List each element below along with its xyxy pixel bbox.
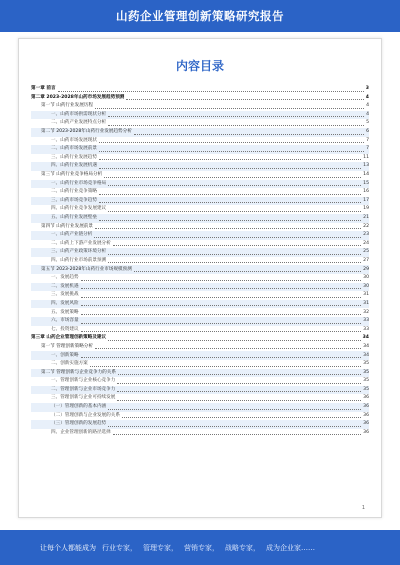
toc-leader-dots [122, 416, 361, 418]
toc-entry[interactable] [31, 394, 369, 403]
toc-leader-dots [90, 365, 361, 367]
toc-entry-label: （二）管理创新与企业发展的关系 [51, 412, 120, 418]
toc-leader-dots [108, 339, 360, 341]
toc-entry[interactable] [31, 377, 369, 386]
toc-entry[interactable] [31, 343, 369, 352]
toc-entry-label: 第一节 管理创新策略分析 [41, 343, 93, 349]
toc-entry-label: （三）管理创新的发展趋势 [51, 421, 107, 427]
toc-entry-label: 四、山药行业发展机遇 [51, 163, 97, 169]
footer-tag: 管理专家， [143, 543, 178, 552]
toc-entry[interactable] [31, 283, 369, 292]
toc-entry[interactable] [31, 94, 369, 103]
toc-entry-page: 33 [363, 318, 369, 324]
toc-entry[interactable] [31, 119, 369, 128]
toc-entry[interactable] [31, 300, 369, 309]
toc-entry-label: 三、管理创新与企业可持续发展 [51, 395, 116, 401]
toc-leader-dots [81, 296, 362, 298]
toc-entry-page: 32 [363, 309, 369, 315]
toc-entry[interactable] [31, 111, 369, 120]
toc-entry-page: 7 [366, 137, 369, 143]
toc-entry-label: 三、山药产业政策环境分析 [51, 249, 107, 255]
toc-entry-page: 27 [363, 257, 369, 263]
toc-entry[interactable] [31, 308, 369, 317]
toc-entry-page: 31 [363, 292, 369, 298]
toc-leader-dots [117, 382, 361, 384]
toc-entry-page: 23 [363, 232, 369, 238]
toc-leader-dots [118, 373, 361, 375]
toc-leader-dots [117, 399, 361, 401]
toc-entry-label: 第二节 管理创新与企业竞争力的关系 [41, 369, 116, 375]
toc-entry-label: 一、创新策略 [51, 352, 79, 358]
toc-entry-label: 三、发展挑战 [51, 292, 79, 298]
toc-leader-dots [81, 313, 362, 315]
toc-entry-page: 34 [362, 335, 369, 341]
toc-entry[interactable] [31, 420, 369, 429]
toc-entry[interactable] [31, 403, 369, 412]
toc-leader-dots [94, 236, 361, 238]
toc-entry-label: 一、山药产业链分析 [51, 232, 93, 238]
toc-entry[interactable] [31, 240, 369, 249]
toc-leader-dots [95, 227, 361, 229]
toc-entry[interactable] [31, 291, 369, 300]
toc-leader-dots [108, 115, 364, 117]
toc-entry-label: 七、投资建议 [51, 326, 79, 332]
toc-entry[interactable] [31, 205, 369, 214]
footer-lead: 让每个人都能成为 [40, 543, 96, 552]
toc-entry-page: 35 [363, 369, 369, 375]
toc-leader-dots [81, 279, 362, 281]
toc-entry-label: 第二节 2023-2028年山药行业发展趋势分析 [41, 129, 132, 135]
toc-leader-dots [99, 167, 361, 169]
toc-leader-dots [108, 124, 364, 126]
toc-entry[interactable] [31, 197, 369, 206]
toc-entry[interactable] [31, 326, 369, 335]
toc-entry-page: 29 [363, 266, 369, 272]
report-title: 山药企业管理创新策略研究报告 [116, 9, 284, 23]
toc-entry[interactable] [31, 214, 369, 223]
toc-entry[interactable] [31, 386, 369, 395]
document-page [18, 38, 382, 518]
toc-leader-dots [108, 408, 361, 410]
toc-leader-dots [81, 304, 362, 306]
toc-entry[interactable] [31, 171, 369, 180]
toc-leader-dots [108, 261, 361, 263]
toc-entry-label: 二、发展机遇 [51, 283, 79, 289]
toc-entry-label: 三、山药市场竞争趋势 [51, 197, 97, 203]
toc-entry-label: 四、发展风险 [51, 300, 79, 306]
toc-entry-page: 16 [363, 189, 369, 195]
footer-tag: 战略专家， [225, 543, 260, 552]
toc-entry[interactable] [31, 188, 369, 197]
toc-entry-label: 二、管理创新与企业市场竞争力 [51, 386, 116, 392]
toc-leader-dots [81, 287, 362, 289]
toc-leader-dots [126, 98, 363, 100]
toc-entry-label: 一、山药市场发展现状 [51, 137, 97, 143]
toc-entry[interactable] [31, 369, 369, 378]
toc-entry-page: 3 [365, 86, 369, 92]
toc-entry[interactable] [31, 257, 369, 266]
toc-entry-page: 31 [363, 300, 369, 306]
toc-leader-dots [95, 107, 364, 109]
toc-leader-dots [95, 347, 361, 349]
toc-entry-page: 22 [363, 223, 369, 229]
toc-entry[interactable] [31, 360, 369, 369]
toc-entry[interactable] [31, 351, 369, 360]
toc-entry-page: 4 [366, 111, 369, 117]
toc-leader-dots [81, 330, 362, 332]
toc-entry-label: 第一章 前言 [31, 86, 56, 92]
toc-entry-page: 35 [363, 361, 369, 367]
toc-entry-page: 33 [363, 326, 369, 332]
toc-entry-label: 一、发展趋势 [51, 275, 79, 281]
toc-entry[interactable] [31, 102, 369, 111]
toc-entry[interactable] [31, 334, 369, 343]
toc-entry-label: 第三章 山药企业管理创新策略及建议 [31, 335, 107, 341]
toc-leader-dots [108, 425, 361, 427]
toc-entry-page: 30 [363, 275, 369, 281]
toc-entry[interactable] [31, 180, 369, 189]
toc-entry-label: 五、发展策略 [51, 309, 79, 315]
toc-leader-dots [81, 322, 362, 324]
toc-entry-label: 五、山药行业发展壁垒 [51, 215, 97, 220]
toc-entry-page: 19 [363, 206, 369, 212]
toc-leader-dots [113, 433, 361, 435]
toc-entry-label: 四、山药行业竞争发展建议 [51, 206, 107, 212]
toc-entry-label: 四、山药行业市场前景预测 [51, 257, 107, 263]
toc-leader-dots [99, 158, 361, 160]
toc-entry-page: 36 [363, 395, 369, 401]
toc-entry-label: 二、山药上下游产业发展分析 [51, 240, 111, 246]
toc-leader-dots [108, 210, 361, 212]
toc-entry-label: 二、山药行业竞争策略 [51, 189, 97, 195]
toc-entry-label: 第五节 2023-2028年山药行业市场规模预测 [41, 266, 132, 272]
toc-entry-page: 36 [363, 404, 369, 410]
toc-leader-dots [81, 356, 362, 358]
toc-entry-page: 25 [363, 249, 369, 255]
header-bar [0, 0, 400, 32]
toc-leader-dots [99, 141, 364, 143]
toc-entry-page: 35 [363, 378, 369, 384]
toc-entry[interactable] [31, 274, 369, 283]
toc-leader-dots [113, 244, 361, 246]
footer-tag: 行业专家， [102, 543, 137, 552]
toc-entry-page: 4 [365, 94, 369, 100]
page-number: 1 [361, 505, 365, 511]
toc-entry[interactable] [31, 137, 369, 146]
toc-entry[interactable] [31, 85, 369, 94]
toc-entry-page: 13 [363, 163, 369, 169]
footer-bar [0, 530, 400, 565]
toc-leader-dots [108, 253, 361, 255]
toc-entry-page: 36 [363, 429, 369, 435]
toc-entry-label: 第三节 山药行业竞争格局分析 [41, 172, 103, 178]
footer-tag: 营销专家， [184, 543, 219, 552]
toc-entry-label: 六、市场容量 [51, 318, 79, 324]
footer-tag: 成为企业家…… [266, 543, 315, 552]
toc-leader-dots [104, 176, 361, 178]
toc-leader-dots [134, 133, 364, 135]
toc-leader-dots [134, 270, 361, 272]
toc-entry[interactable] [31, 154, 369, 163]
toc-entry-page: 35 [363, 386, 369, 392]
toc-entry-page: 4 [366, 103, 369, 109]
toc-entry-page: 24 [363, 240, 369, 246]
toc-entry-label: 二、创新实施方案 [51, 361, 88, 367]
table-of-contents [31, 85, 369, 437]
toc-leader-dots [99, 150, 364, 152]
toc-entry-label: 第四节 山药行业发展前景 [41, 223, 93, 229]
toc-heading: 内容目录 [175, 59, 224, 73]
toc-entry[interactable] [31, 162, 369, 171]
toc-entry-page: 15 [363, 180, 369, 186]
toc-entry-label: （一）管理创新的基本内涵 [51, 404, 107, 410]
toc-entry-page: 14 [363, 172, 369, 178]
toc-entry-page: 17 [363, 197, 369, 203]
toc-entry-label: 一、管理创新与企业核心竞争力 [51, 378, 116, 384]
toc-entry-label: 四、企业管理创新的路径选择 [51, 429, 111, 435]
toc-entry[interactable] [31, 231, 369, 240]
toc-entry-label: 一、山药市场供需现状分析 [51, 111, 107, 117]
toc-leader-dots [58, 90, 364, 92]
toc-entry-label: 第二章 2023-2028年山药市场发展趋势预测 [31, 94, 125, 100]
toc-entry[interactable] [31, 223, 369, 232]
toc-entry-label: 二、山药产业发展特点分析 [51, 120, 107, 126]
toc-entry-page: 6 [366, 129, 369, 135]
toc-entry-page: 5 [366, 120, 369, 126]
toc-entry[interactable] [31, 128, 369, 137]
toc-entry-label: 三、山药行业发展趋势 [51, 154, 97, 160]
toc-entry-page: 34 [363, 352, 369, 358]
toc-entry[interactable] [31, 429, 369, 438]
toc-leader-dots [108, 184, 361, 186]
toc-entry[interactable] [31, 317, 369, 326]
toc-leader-dots [99, 193, 361, 195]
toc-entry-page: 11 [363, 154, 369, 160]
toc-entry-label: 一、山药行业市场竞争格局 [51, 180, 107, 186]
toc-entry-label: 第一节 山药行业发展历程 [41, 103, 93, 109]
toc-entry-page: 34 [363, 343, 369, 349]
toc-entry[interactable] [31, 145, 369, 154]
toc-entry-page: 21 [363, 215, 369, 220]
toc-entry-page: 30 [363, 283, 369, 289]
toc-entry[interactable] [31, 265, 369, 274]
toc-leader-dots [99, 219, 361, 221]
toc-entry-page: 36 [363, 412, 369, 418]
toc-leader-dots [117, 390, 361, 392]
toc-entry[interactable] [31, 248, 369, 257]
toc-entry[interactable] [31, 412, 369, 421]
toc-leader-dots [99, 201, 361, 203]
toc-entry-page: 7 [366, 146, 369, 152]
toc-entry-label: 二、山药市场发展前景 [51, 146, 97, 152]
toc-entry-page: 36 [363, 421, 369, 427]
